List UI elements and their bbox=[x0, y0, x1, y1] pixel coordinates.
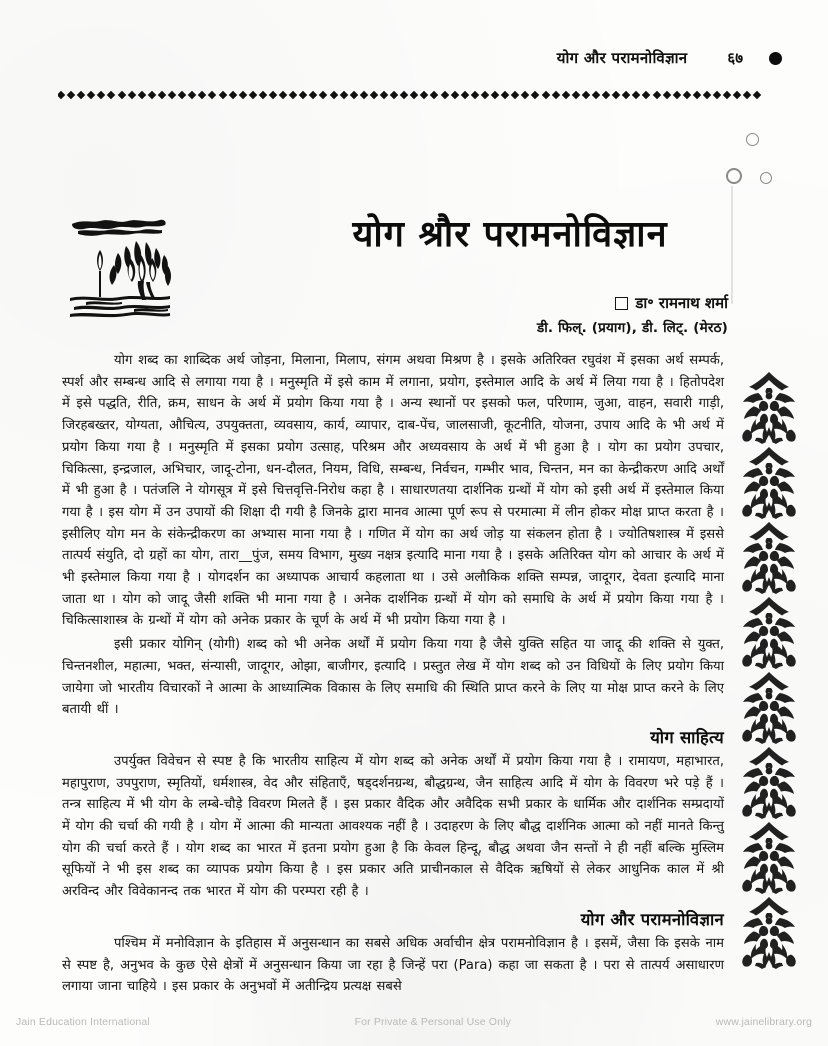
diamond-dot-icon bbox=[642, 91, 650, 99]
diamond-dot-icon bbox=[380, 91, 388, 99]
running-header bbox=[60, 48, 782, 68]
diamond-dot-icon bbox=[77, 91, 85, 99]
section-heading-yoga-paramanovigyan: योग और परामनोविज्ञान bbox=[580, 909, 724, 929]
arabesque-motif-icon bbox=[738, 670, 800, 745]
diamond-dot-icon bbox=[400, 91, 408, 99]
diamond-dot-icon bbox=[259, 91, 267, 99]
diamond-dot-icon bbox=[743, 91, 751, 99]
diamond-dot-icon bbox=[148, 91, 156, 99]
diamond-dot-icon bbox=[117, 91, 125, 99]
diamond-dot-icon bbox=[329, 91, 337, 99]
dotted-diamond-rule-icon bbox=[58, 88, 772, 102]
author-credentials: डी. फिल्. (प्रयाग), डी. लिट्. (मेरठ) bbox=[536, 320, 728, 336]
diamond-dot-icon bbox=[672, 91, 680, 99]
page-folio-number: ६७ bbox=[727, 49, 743, 67]
diamond-dot-icon bbox=[471, 91, 479, 99]
diamond-dot-icon bbox=[703, 91, 711, 99]
diamond-dot-icon bbox=[218, 91, 226, 99]
paragraph: पश्चिम में मनोविज्ञान के इतिहास में अनुसन्धान का सबसे अधिक अर्वाचीन क्षेत्र परामनोविज्ञान है । इसमें, जैसा कि इसके नाम से स्पष्ट है, अनुभव के कुछ ऐसे क्षेत्रों में अनुसन्धान किया जा रहा है जिन्हें परा (Para) कहा जा सकता है । परा से तात्पर्य असाधारण लगाया जाना चाहिये । इस प्रकार के अनुभवों में अतीन्द्रिय प्रत्यक्ष सबसे bbox=[62, 935, 724, 995]
paragraph: उपर्युक्त विवेचन से स्पष्ट है कि भारतीय साहित्य में योग शब्द को अनेक अर्थों में प्रयोग किया गया है । रामायण, महाभारत, महापुराण, उपपुराण, स्मृतियों, धर्मशास्त्र, वेद और संहिताएँ, षड्दर्शनग्रन्थ, बौद्धग्रन्थ, जैन साहित्य आदि में योग के विवरण भरे पड़े हैं । तन्त्र साहित्य में भी योग के लम्बे-चौड़े विवरण मिलते हैं । इस प्रकार वैदिक और अवैदिक सभी प्रकार के धार्मिक और दार्शनिक सम्प्रदायों में योग की चर्चा की गयी है । योग में आत्मा की मान्यता आवश्यक नहीं है । उदाहरण के लिए बौद्ध दार्शनिक आत्मा को नहीं मानते किन्तु योग की चर्चा करते हैं । योग शब्द का भारत में इतना प्रयोग हुआ है कि केवल हिन्दू, बौद्ध अथवा जैन सन्तों ने ही नहीं बल्कि मुस्लिम सूफियों ने भी इस शब्द का व्यापक प्रयोग किया है । इस प्रकार अति प्राचीनकाल से वैदिक ऋषियों से लेकर आधुनिक काल में श्री अरविन्द और विवेकानन्द तक भारत में योग की परम्परा रही है । bbox=[62, 753, 724, 900]
arabesque-motif-icon bbox=[738, 820, 800, 895]
diamond-dot-icon bbox=[612, 91, 620, 99]
diamond-dot-icon bbox=[733, 91, 741, 99]
diamond-dot-icon bbox=[238, 91, 246, 99]
diamond-dot-icon bbox=[67, 91, 75, 99]
diamond-dot-icon bbox=[349, 91, 357, 99]
diamond-dot-icon bbox=[269, 91, 277, 99]
arabesque-motif-icon bbox=[738, 895, 800, 970]
paragraph: योग शब्द का शाब्दिक अर्थ जोड़ना, मिलाना, मिलाप, संगम अथवा मिश्रण है । इसके अतिरिक्त रघुवंश में इसका अर्थ सम्पर्क, स्पर्श और सम्बन्ध आदि से लगाया गया है । मनुस्मृति में इसे काम में लगाना, प्रयोग, इस्तेमाल आदि के अर्थ में लिया गया है । हितोपदेश में इसे पद्धति, रीति, क्रम, साधन के अर्थ में प्रयोग किया गया है । अन्य स्थानों पर इसको फल, परिणाम, जुआ, वाहन, सवारी गाड़ी, जिरहबख्तर, योग्यता, औचित्य, उपयुक्तता, व्यवसाय, कार्य, व्यापार, दाब-पेंच, जालसाजी, कूटनीति, योजना, उपाय आदि के भी अर्थ में प्रयोग किया गया है । मनुस्मृति में इसका प्रयोग उत्साह, परिश्रम और अध्यवसाय के अर्थ में भी हुआ है । योग का प्रयोग उपचार, चिकित्सा, इन्द्रजाल, अभिचार, जादू-टोना, धन-दौलत, नियम, विधि, सम्बन्ध, निर्वचन, गम्भीर भाव, चिन्तन, मन का केन्द्रीकरण आदि अर्थों में भी हुआ है । पतंजलि ने योगसूत्र में इसे चित्तवृत्ति-निरोध कहा है । साधारणतया दार्शनिक ग्रन्थों में योग को इसी अर्थ में इस्तेमाल किया गया है । इस योग में उन उपायों की शिक्षा दी गयी है जिनके द्वारा मानव आत्मा पूर्ण रूप से परमात्मा में लीन होकर मोक्ष प्राप्त करता है । इसीलिए योग मन के संकेन्द्रीकरण का अभ्यास माना गया है । गणित में योग का अर्थ जोड़ या संकलन होता है । ज्योतिषशास्त्र में इससे तात्पर्य संयुति, दो ग्रहों का योग, तारा__पुंज, समय विभाग, मुख्य नक्षत्र इत्यादि माना गया है । इसके अतिरिक्त योग को आचार के अर्थ में भी इस्तेमाल किया गया है । योगदर्शन का अध्यापक आचार्य कहलाता था । उसे अलौकिक शक्ति सम्पन्न, जादूगर, देवता इत्यादि माना जाता था । योग को जादू जैसी शक्ति भी माना गया है । अनेक दार्शनिक ग्रन्थों में योग को समाधि के अर्थ में प्रयोग किया गया है । चिकित्साशास्त्र के ग्रन्थों में योग को अनेक प्रकार के चूर्ण के अर्थ में भी प्रयोग किया गया है । bbox=[62, 353, 724, 629]
scan-ring-artifact bbox=[746, 133, 759, 146]
diamond-dot-icon bbox=[279, 91, 287, 99]
diamond-dot-icon bbox=[58, 91, 65, 99]
diamond-dot-icon bbox=[632, 91, 640, 99]
page-title: योग श्रौर परामनोविज्ञान bbox=[352, 214, 668, 255]
diamond-dot-icon bbox=[97, 91, 105, 99]
diamond-dot-icon bbox=[188, 91, 196, 99]
diamond-dot-icon bbox=[602, 91, 610, 99]
diamond-dot-icon bbox=[693, 91, 701, 99]
diamond-dot-icon bbox=[440, 91, 448, 99]
diamond-dot-icon bbox=[319, 91, 327, 99]
diamond-dot-icon bbox=[582, 91, 590, 99]
diamond-dot-icon bbox=[713, 91, 721, 99]
scan-ring-artifact bbox=[760, 172, 772, 184]
diamond-dot-icon bbox=[652, 91, 660, 99]
diamond-dot-icon bbox=[370, 91, 378, 99]
diamond-dot-icon bbox=[541, 91, 549, 99]
footer-right-url[interactable]: www.jainelibrary.org bbox=[715, 1016, 812, 1028]
diamond-dot-icon bbox=[168, 91, 176, 99]
lotus-woodcut-illustration-icon bbox=[64, 208, 176, 322]
author-name: डा॰ रामनाथ शर्मा bbox=[635, 294, 728, 312]
arabesque-motif-icon bbox=[738, 595, 800, 670]
diamond-dot-icon bbox=[107, 91, 115, 99]
diamond-dot-icon bbox=[592, 91, 600, 99]
footer-left-credit: Jain Education International bbox=[16, 1016, 150, 1028]
diamond-dot-icon bbox=[521, 91, 529, 99]
diamond-dot-icon bbox=[662, 91, 670, 99]
diamond-dot-icon bbox=[390, 91, 398, 99]
diamond-dot-icon bbox=[491, 91, 499, 99]
diamond-dot-icon bbox=[501, 91, 509, 99]
diamond-dot-icon bbox=[561, 91, 569, 99]
diamond-dot-icon bbox=[208, 91, 216, 99]
diamond-dot-icon bbox=[753, 91, 761, 99]
diamond-dot-icon bbox=[138, 91, 146, 99]
diamond-dot-icon bbox=[198, 91, 206, 99]
diamond-dot-icon bbox=[420, 91, 428, 99]
diamond-dot-icon bbox=[289, 91, 297, 99]
scan-ring-artifact bbox=[726, 168, 742, 184]
byline bbox=[250, 293, 770, 336]
diamond-dot-icon bbox=[158, 91, 166, 99]
diamond-dot-icon bbox=[339, 91, 347, 99]
diamond-dot-icon bbox=[309, 91, 317, 99]
section-heading-yoga-sahitya: योग साहित्य bbox=[650, 727, 724, 747]
diamond-dot-icon bbox=[228, 91, 236, 99]
diamond-dot-icon bbox=[450, 91, 458, 99]
diamond-dot-icon bbox=[511, 91, 519, 99]
diamond-dot-icon bbox=[249, 91, 257, 99]
diamond-dot-icon bbox=[87, 91, 95, 99]
article-title-block bbox=[250, 212, 770, 336]
filled-circle-icon bbox=[769, 52, 782, 65]
running-header-title: योग और परामनोविज्ञान bbox=[556, 49, 688, 67]
diamond-dot-icon bbox=[531, 91, 539, 99]
diamond-dot-icon bbox=[127, 91, 135, 99]
diamond-dot-icon bbox=[551, 91, 559, 99]
arabesque-motif-icon bbox=[738, 370, 800, 445]
arabesque-motif-icon bbox=[738, 745, 800, 820]
page-footer bbox=[16, 1016, 812, 1028]
diamond-dot-icon bbox=[723, 91, 731, 99]
paragraph: इसी प्रकार योगिन् (योगी) शब्द को भी अनेक अर्थों में प्रयोग किया गया है जैसे युक्ति सहित या जादू की शक्ति से युक्त, चिन्तनशील, महात्मा, भक्त, संन्यासी, जादूगर, ओझा, बाजीगर, इत्यादि । प्रस्तुत लेख में योग शब्द को उन विधियों के लिए प्रयोग किया जायेगा जो भारतीय विचारकों ने आत्मा के आध्यात्मिक विकास के लिए समाधि की स्थिति प्राप्त करने के लिए या मोक्ष प्राप्त करने के लिए बतायी थीं । bbox=[62, 637, 724, 718]
arabesque-motif-icon bbox=[738, 520, 800, 595]
diamond-dot-icon bbox=[683, 91, 691, 99]
author-line bbox=[250, 293, 728, 313]
footer-center-notice: For Private & Personal Use Only bbox=[354, 1016, 511, 1028]
body-text-column bbox=[62, 350, 724, 998]
diamond-dot-icon bbox=[430, 91, 438, 99]
diamond-dot-icon bbox=[461, 91, 469, 99]
diamond-dot-icon bbox=[410, 91, 418, 99]
diamond-dot-icon bbox=[622, 91, 630, 99]
open-square-bullet-icon bbox=[615, 297, 628, 310]
diamond-dot-icon bbox=[481, 91, 489, 99]
diamond-dot-icon bbox=[178, 91, 186, 99]
arabesque-vertical-border-icon bbox=[738, 370, 800, 970]
arabesque-motif-icon bbox=[738, 445, 800, 520]
diamond-dot-icon bbox=[572, 91, 580, 99]
diamond-dot-icon bbox=[360, 91, 368, 99]
diamond-dot-icon bbox=[299, 91, 307, 99]
